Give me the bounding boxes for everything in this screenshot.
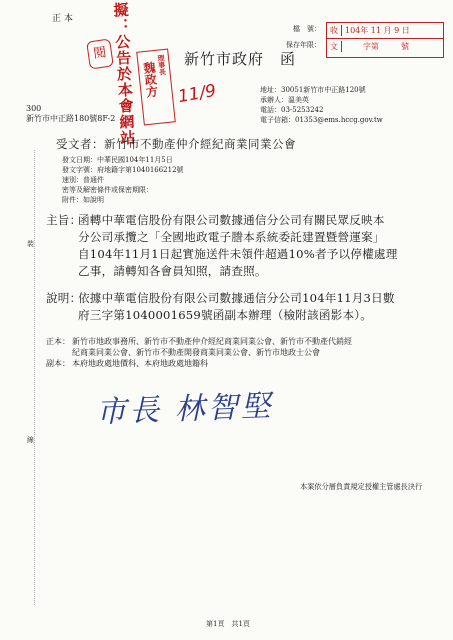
explanation-line-1: 依據中華電信股份有限公司數據通信分公司104年11月3日數 (78, 291, 395, 305)
chairman-label: 理事長 (156, 53, 168, 76)
copy-type: 正 本 (52, 14, 73, 24)
contact-handler: 承辦人：溫美英 (260, 96, 309, 104)
page-number: 第1頁 共1頁 (206, 620, 250, 628)
recipient-zip: 300 (26, 104, 42, 113)
subject-line-2: 分公司承攬之「全國地政電子謄本系統委託建置暨營運案」 (78, 230, 385, 244)
contact-address: 地址：30051新竹市中正路120號 (260, 86, 366, 94)
handwritten-date: 11/9 (176, 80, 218, 108)
chairman-stamp (136, 49, 176, 126)
stamp-date: 104年 11 月 9 日 (345, 26, 410, 35)
subject-line-1: 函轉中華電信股份有限公司數據通信分公司有關民眾反映本 (78, 213, 385, 227)
subject-line-3: 自104年11月1日起實施送件未領件超過10%者予以停權處理 (78, 247, 398, 261)
delegation-note: 本案依分層負責規定授權主管處長決行 (300, 482, 423, 491)
read-seal-text: 閱 (92, 45, 108, 62)
stamp-received-label: 收 (327, 25, 342, 36)
retention-label: 保存年限： (286, 41, 321, 49)
attachment: 附件：如說明 (62, 196, 104, 204)
recipient-address: 新竹市中正路180號8F-2 (26, 114, 116, 123)
stamp-number: 字第 (363, 42, 379, 51)
binding-mark-line: 線 (27, 436, 34, 444)
read-seal (86, 38, 114, 69)
subject-label: 主旨： (46, 213, 82, 227)
contact-email: 電子信箱：01353@ems.hccg.gov.tw (260, 116, 383, 124)
issue-number: 發文字號：府地籍字第1040166212號 (62, 166, 184, 174)
contact-phone: 電話：03-5253242 (260, 106, 324, 114)
cc-copy-label: 副本： (46, 359, 70, 368)
recipient-line: 受文者：新竹市不動產仲介經紀商業同業公會 (56, 137, 296, 151)
binding-mark-bind: 裝 (27, 240, 34, 248)
cc-main-line-2: 紀商業同業公會、新竹市不動產開發商業同業公會、新竹市地政士公會 (72, 348, 320, 357)
issue-date: 發文日期：中華民國104年11月5日 (62, 156, 173, 164)
vertical-red-stamp: 擬：公告於本會網站 (111, 1, 137, 147)
subject-line-4: 乙事，請轉知各會員知照，請查照。 (78, 264, 267, 278)
explanation-line-2: 府三字第1040001659號函副本辦理（檢附該函影本）。 (78, 308, 373, 322)
cc-main-line-1: 新竹市地政事務所、新竹市不動產仲介經紀商業同業公會、新竹市不動產代銷經 (72, 337, 352, 346)
explanation-label: 說明： (46, 291, 82, 305)
stamp-text-label: 文 (327, 41, 342, 52)
speed-class: 速別：普通件 (62, 176, 104, 184)
file-number-label: 檔 號： (293, 25, 321, 33)
mayor-signature: 市長 林智堅 (95, 388, 275, 431)
cc-main-label: 正本： (46, 337, 70, 346)
stamp-suffix: 號 (401, 42, 409, 51)
cc-copy-line-1: 本府地政處地價科、本府地政處地籍科 (72, 359, 208, 368)
agency-title: 新竹市政府 函 (184, 50, 297, 68)
received-stamp (326, 22, 444, 58)
chairman-name: 魏政方 (141, 60, 160, 99)
security-class: 密等及解密條件或保密期限： (62, 186, 153, 194)
binding-line (34, 150, 36, 605)
